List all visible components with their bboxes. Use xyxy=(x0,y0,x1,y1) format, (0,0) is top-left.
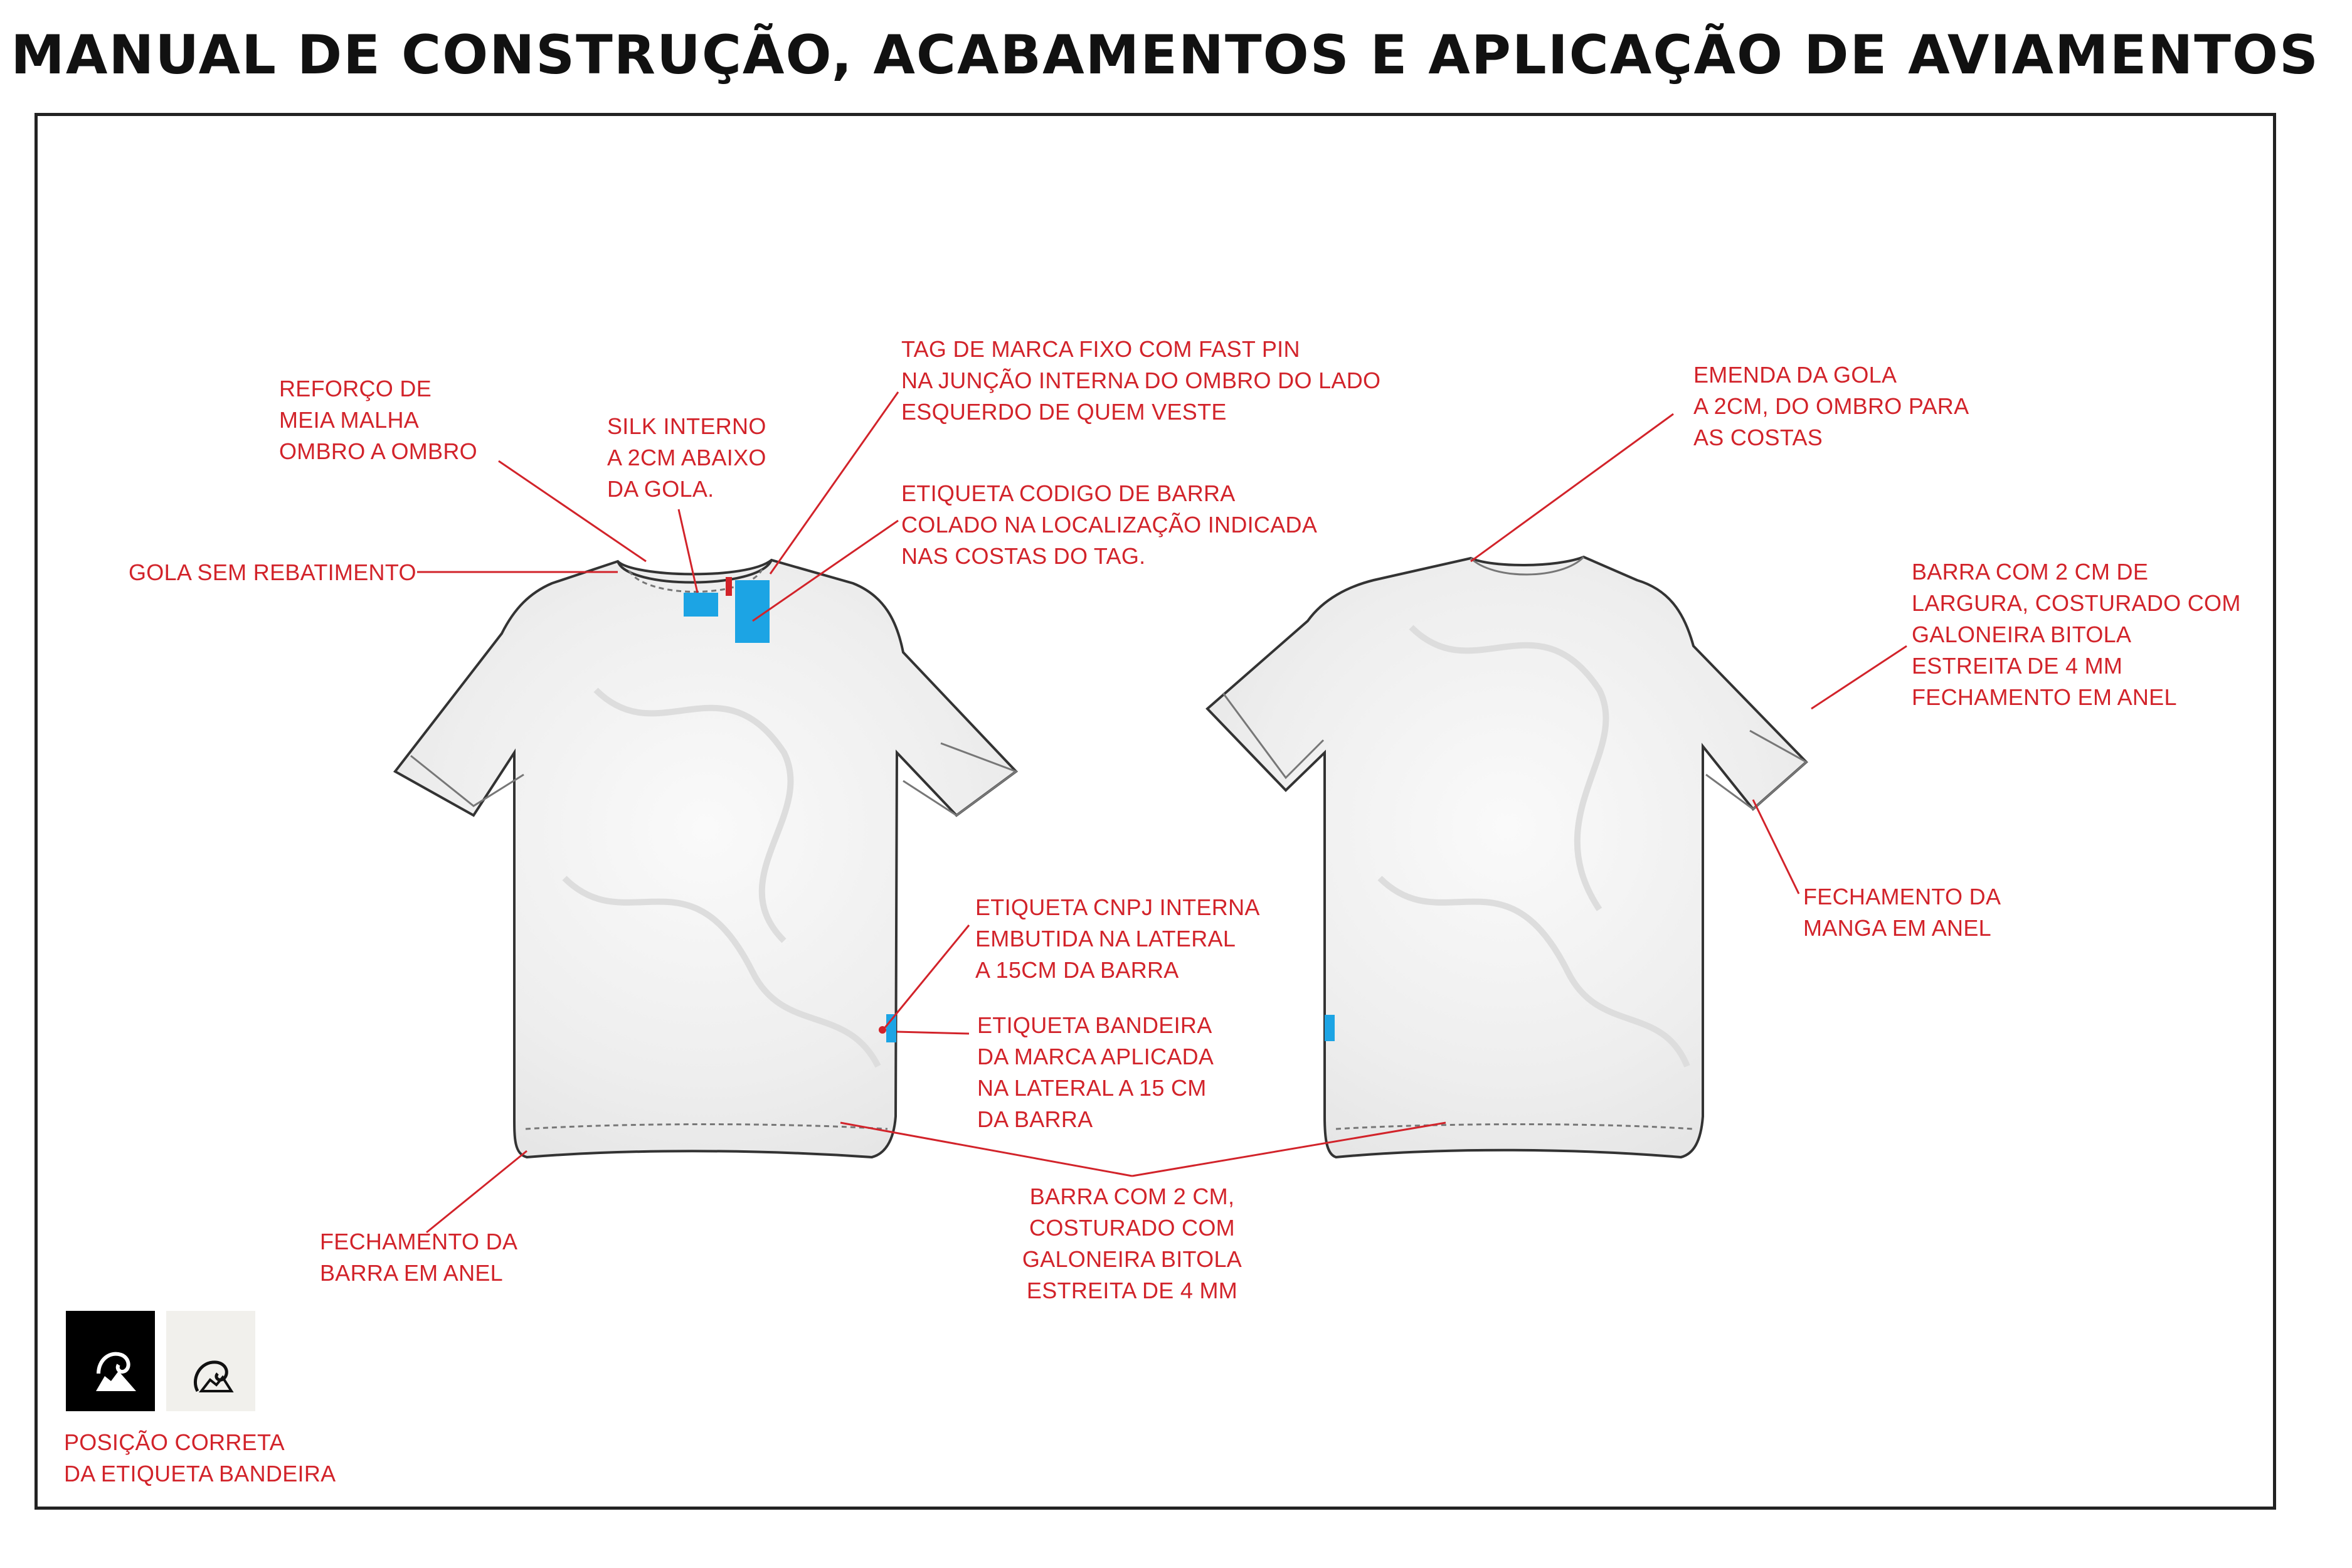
front-tshirt xyxy=(395,560,1016,1157)
silk-label xyxy=(684,593,718,617)
note-gola: GOLA SEM REBATIMENTO xyxy=(129,559,416,585)
note-barra: BARRA COM 2 CM, COSTURADO COM GALONEIRA BITOLA ESTREITA DE 4 MM xyxy=(1022,1184,1242,1303)
note-fechamento-manga: FECHAMENTO DA MANGA EM ANEL xyxy=(1803,884,2001,941)
side-flag-label-back xyxy=(1325,1015,1335,1041)
note-silk: SILK INTERNO A 2CM ABAIXO DA GOLA. xyxy=(607,413,766,502)
tag-pin xyxy=(726,577,732,596)
note-etiqueta-codigo: ETIQUETA CODIGO DE BARRA COLADO NA LOCALIZAÇÃO INDICADA NAS COSTAS DO TAG. xyxy=(901,480,1318,569)
flag-label-black xyxy=(66,1311,155,1411)
back-tshirt xyxy=(1207,557,1806,1157)
page-title: MANUAL DE CONSTRUÇÃO, ACABAMENTOS E APLICAÇÃO DE AVIAMENTOS xyxy=(11,24,2319,87)
leader-fechamento-manga xyxy=(1753,800,1799,894)
note-tag-marca: TAG DE MARCA FIXO COM FAST PIN NA JUNÇÃO INTERNA DO OMBRO DO LADO ESQUERDO DE QUEM VESTE xyxy=(901,336,1381,425)
note-fechamento-barra: FECHAMENTO DA BARRA EM ANEL xyxy=(320,1229,518,1286)
leader-emenda xyxy=(1471,414,1673,561)
note-emenda-gola: EMENDA DA GOLA A 2CM, DO OMBRO PARA AS COSTAS xyxy=(1693,362,1969,450)
leader-fechamento-barra xyxy=(426,1151,527,1232)
leader-tag xyxy=(770,392,898,574)
brand-tag xyxy=(735,580,770,643)
note-posicao-correta: POSIÇÃO CORRETA DA ETIQUETA BANDEIRA xyxy=(64,1429,336,1486)
leader-bandeira xyxy=(897,1032,969,1034)
front-tshirt-body xyxy=(395,560,1016,1157)
leader-dot-cnpj xyxy=(879,1026,886,1034)
note-reforco: REFORÇO DE MEIA MALHA OMBRO A OMBRO xyxy=(279,376,477,464)
note-etiqueta-cnpj: ETIQUETA CNPJ INTERNA EMBUTIDA NA LATERAL A 15CM DA BARRA xyxy=(975,894,1260,983)
wave-mountain-logo-icon xyxy=(66,1311,155,1411)
note-etiqueta-bandeira: ETIQUETA BANDEIRA DA MARCA APLICADA NA LATERAL A 15 CM DA BARRA xyxy=(977,1012,1214,1132)
wave-logo-icon xyxy=(166,1311,255,1411)
flag-label-white xyxy=(166,1311,255,1411)
leader-barra-manga xyxy=(1811,646,1907,709)
note-barra-manga: BARRA COM 2 CM DE LARGURA, COSTURADO COM GALONEIRA BITOLA ESTREITA DE 4 MM FECHAMENTO EM ANEL xyxy=(1912,559,2241,710)
side-flag-label-front xyxy=(886,1014,896,1042)
